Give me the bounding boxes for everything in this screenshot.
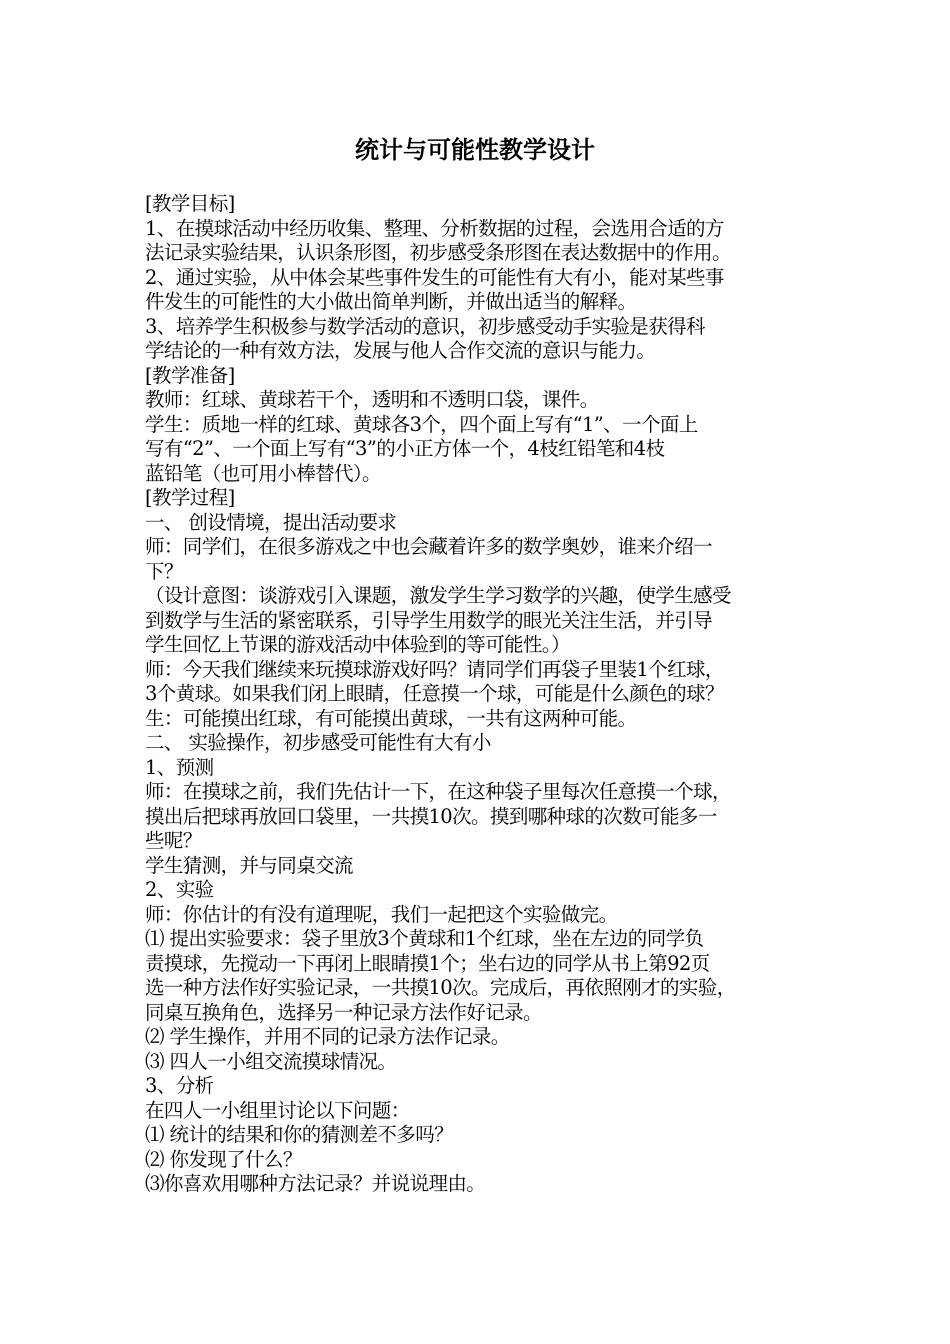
body-line: 1、预测: [145, 755, 214, 779]
body-line: 些呢？: [145, 829, 202, 852]
body-line: ⑵ 学生操作，并用不同的记录方法作记录。: [145, 1025, 510, 1048]
body-line: 下？: [145, 559, 183, 583]
body-line: 2、实验: [145, 878, 214, 901]
body-line: 件发生的可能性的大小做出简单判断，并做出适当的解释。: [145, 290, 637, 313]
body-line: 师：你估计的有没有道理呢，我们一起把这个实验做完。: [145, 902, 618, 926]
body-line: 责摸球，先搅动一下再闭上眼睛摸1个；坐右边的同学从书上第92页: [145, 951, 710, 975]
body-line: ⑴ 提出实验要求：袋子里放3个黄球和1个红球，坐在左边的同学负: [145, 927, 704, 950]
body-line: 学生猜测，并与同桌交流: [145, 853, 353, 877]
document-title: 统计与可能性教学设计: [355, 136, 595, 164]
body-line: 到数学与生活的紧密联系，引导学生用数学的眼光关注生活，并引导: [145, 608, 713, 632]
body-line: 1、在摸球活动中经历收集、整理、分析数据的过程，会选用合适的方: [145, 216, 724, 240]
body-line: 3、培养学生积极参与数学活动的意识，初步感受动手实验是获得科: [145, 314, 705, 338]
body-line: 选一种方法作好实验记录，一共摸10次。完成后，再依照刚才的实验，: [145, 976, 736, 999]
body-line: ⑶你喜欢用哪种方法记录？并说说理由。: [145, 1172, 486, 1195]
body-line: 师：今天我们继续来玩摸球游戏好吗？请同学们再袋子里装1个红球，: [145, 657, 724, 681]
body-line: （设计意图：谈游戏引入课题，激发学生学习数学的兴趣，使学生感受: [145, 584, 731, 607]
body-line: [教学目标]: [145, 192, 235, 215]
body-line: 教师：红球、黄球若干个，透明和不透明口袋，课件。: [145, 388, 599, 411]
body-line: [教学过程]: [145, 486, 235, 509]
body-line: 3、分析: [145, 1074, 214, 1097]
body-line: 2、通过实验，从中体会某些事件发生的可能性有大有小，能对某些事: [145, 265, 724, 289]
body-line: 写有“2”、一个面上写有“3”的小正方体一个，4枝红铅笔和4枝: [145, 437, 665, 460]
body-line: 法记录实验结果，认识条形图，初步感受条形图在表达数据中的作用。: [145, 241, 731, 264]
body-line: ⑴ 统计的结果和你的猜测差不多吗？: [145, 1123, 453, 1146]
body-line: ⑶ 四人一小组交流摸球情况。: [145, 1049, 397, 1073]
body-line: 学生：质地一样的红球、黄球各3个，四个面上写有“1”、一个面上: [145, 412, 698, 436]
body-line: 二、 实验操作，初步感受可能性有大有小: [145, 731, 491, 754]
document-body: [145, 192, 835, 1197]
body-line: 师：在摸球之前，我们先估计一下，在这种袋子里每次任意摸一个球，: [145, 780, 731, 803]
body-line: 蓝铅笔（也可用小棒替代）。: [145, 461, 381, 485]
body-line: 一、 创设情境，提出活动要求: [145, 510, 397, 534]
body-line: 师：同学们，在很多游戏之中也会藏着许多的数学奥妙，谁来介绍一: [145, 535, 713, 558]
body-line: 在四人一小组里讨论以下问题：: [145, 1098, 410, 1122]
body-line: ⑵ 你发现了什么？: [145, 1147, 302, 1171]
body-line: 摸出后把球再放回口袋里，一共摸10次。摸到哪种球的次数可能多一: [145, 804, 717, 828]
body-line: 学生回忆上节课的游戏活动中体验到的等可能性。）: [145, 633, 570, 656]
body-line: [教学准备]: [145, 363, 235, 387]
body-line: 生：可能摸出红球，有可能摸出黄球，一共有这两种可能。: [145, 706, 637, 730]
body-line: 3个黄球。如果我们闭上眼睛，任意摸一个球，可能是什么颜色的球？: [145, 682, 724, 705]
body-line: 同桌互换角色，选择另一种记录方法作好记录。: [145, 1000, 542, 1024]
body-line: 学结论的一种有效方法，发展与他人合作交流的意识与能力。: [145, 339, 656, 362]
